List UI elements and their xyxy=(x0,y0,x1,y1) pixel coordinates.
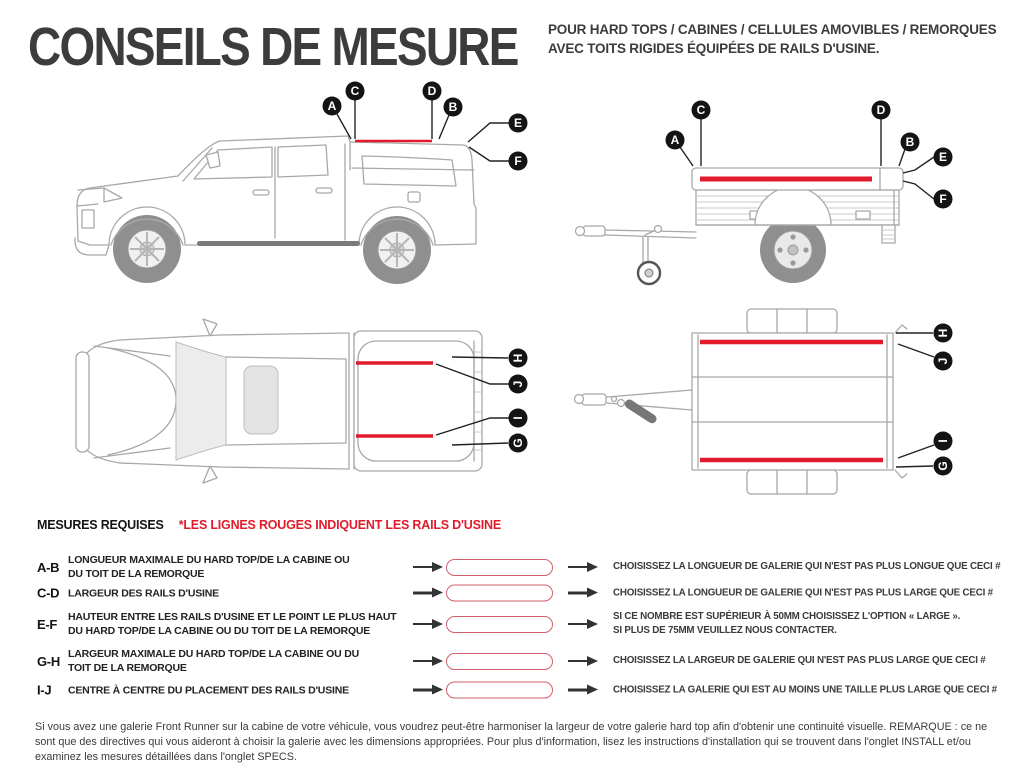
arrow-right-icon xyxy=(568,562,598,573)
measurement-input-box[interactable] xyxy=(446,653,553,670)
arrow-right-icon xyxy=(568,588,598,599)
red-lines-legend-note: *LES LIGNES ROUGES INDIQUENT LES RAILS D'USINE xyxy=(178,518,501,532)
footer-note: Si vous avez une galerie Front Runner sur la cabine de votre véhicule, vous voudrez peut-être harmoniser la largeur de votre galerie hard top afin d'obtenir une continuité visuelle. REMARQUE : ce ne sont que des directives qui vous aideront à choisir la galerie avec les dimensions appropriées. Pour plus d'information, lisez les instructions d'installation qui se trouvent dans l'onglet INSTALL et/ou examinez les mesures détaillées dans l'onglet SPECS. xyxy=(35,721,988,763)
callout-a-letter: A xyxy=(327,99,337,113)
page-title: CONSEILS DE MESURE xyxy=(28,17,518,77)
measure-description: LARGEUR DES RAILS D'USINE xyxy=(68,587,219,599)
measure-label: E-F xyxy=(37,616,58,632)
callout-e-letter: E xyxy=(938,150,948,164)
page-subtitle xyxy=(548,20,1018,58)
arrow-right-icon xyxy=(413,619,443,630)
callout-h-letter: H xyxy=(511,353,525,363)
measure-row-ij xyxy=(37,682,1014,699)
measurement-input-box[interactable] xyxy=(446,682,553,699)
callout-j-letter: J xyxy=(511,380,525,388)
truck-top-art xyxy=(76,319,482,483)
truck-side-view-diagram xyxy=(60,78,530,293)
callout-a-letter: A xyxy=(670,133,680,147)
callout-c-letter: C xyxy=(350,84,360,98)
measure-description: LARGEUR MAXIMALE DU HARD TOP/DE LA CABINE OU DU TOIT DE LA REMORQUE xyxy=(68,648,360,674)
measure-row-ef xyxy=(37,610,1014,638)
callout-b-letter: B xyxy=(905,135,915,149)
callout-g-letter: G xyxy=(511,438,525,448)
callout-h-letter: H xyxy=(936,328,950,338)
callout-f-letter: F xyxy=(939,192,947,206)
callout-g-letter: G xyxy=(936,461,950,471)
trailer-top-view-diagram xyxy=(565,300,1024,515)
truck-side-callouts xyxy=(323,82,528,171)
truck-side-art xyxy=(75,136,476,284)
measure-instruction: CHOISISSEZ LA LARGEUR DE GALERIE QUI N'EST PAS PLUS LARGE QUE CECI # xyxy=(613,655,986,666)
measure-label: G-H xyxy=(37,653,60,669)
measure-instruction: CHOISISSEZ LA LONGUEUR DE GALERIE QUI N'EST PAS PLUS LONGUE QUE CECI # xyxy=(613,561,1001,572)
measure-instruction: CHOISISSEZ LA GALERIE QUI EST AU MOINS UNE TAILLE PLUS LARGE QUE CECI # xyxy=(613,684,997,695)
measure-row-gh xyxy=(37,647,1014,675)
measure-description: LONGUEUR MAXIMALE DU HARD TOP/DE LA CABINE OU DU TOIT DE LA REMORQUE xyxy=(68,554,350,580)
measure-label: A-B xyxy=(37,559,60,575)
arrow-right-icon xyxy=(568,685,598,696)
trailer-top-callouts xyxy=(896,324,953,476)
truck-top-view-diagram xyxy=(60,300,530,515)
arrow-right-icon xyxy=(413,685,443,696)
measurement-input-box[interactable] xyxy=(446,559,553,576)
callout-b-letter: B xyxy=(448,100,458,114)
callout-j-letter: J xyxy=(936,357,950,365)
callout-i-letter: I xyxy=(511,416,525,420)
measure-description: HAUTEUR ENTRE LES RAILS D'USINE ET LE POINT LE PLUS HAUT DU HARD TOP/DE LA CABINE OU DU TOIT DE LA REMORQUE xyxy=(68,611,397,637)
trailer-side-art xyxy=(576,168,904,284)
callout-d-letter: D xyxy=(427,84,437,98)
trailer-top-art xyxy=(575,309,908,494)
trailer-side-view-diagram xyxy=(565,85,1024,290)
callout-c-letter: C xyxy=(696,103,706,117)
arrow-right-icon xyxy=(568,619,598,630)
measurement-input-box[interactable] xyxy=(446,585,553,602)
measures-section-header xyxy=(37,518,501,532)
measure-row-cd xyxy=(37,585,1014,602)
measurement-input-box[interactable] xyxy=(446,616,553,633)
arrow-right-icon xyxy=(413,656,443,667)
measure-instruction: SI CE NOMBRE EST SUPÉRIEUR À 50MM CHOISISSEZ L'OPTION « LARGE ». SI PLUS DE 75MM VEUILLEZ NOUS CONTACTER. xyxy=(613,611,961,636)
measure-row-ab xyxy=(37,553,1014,581)
subtitle-line-1: POUR HARD TOPS / CABINES / CELLULES AMOVIBLES / REMORQUES xyxy=(548,22,997,37)
arrow-right-icon xyxy=(413,588,443,599)
arrow-right-icon xyxy=(413,562,443,573)
callout-i-letter: I xyxy=(936,439,950,443)
measure-label: C-D xyxy=(37,585,60,601)
callout-d-letter: D xyxy=(876,103,886,117)
measure-instruction: CHOISISSEZ LA LONGUEUR DE GALERIE QUI N'EST PAS PLUS LARGE QUE CECI # xyxy=(613,587,993,598)
callout-f-letter: F xyxy=(514,154,522,168)
measure-label: I-J xyxy=(37,682,52,698)
measures-heading: MESURES REQUISES xyxy=(37,518,164,532)
arrow-right-icon xyxy=(568,656,598,667)
measure-description: CENTRE À CENTRE DU PLACEMENT DES RAILS D'USINE xyxy=(68,684,349,696)
callout-e-letter: E xyxy=(513,116,523,130)
subtitle-line-2: AVEC TOITS RIGIDES ÉQUIPÉES DE RAILS D'USINE. xyxy=(548,41,880,56)
